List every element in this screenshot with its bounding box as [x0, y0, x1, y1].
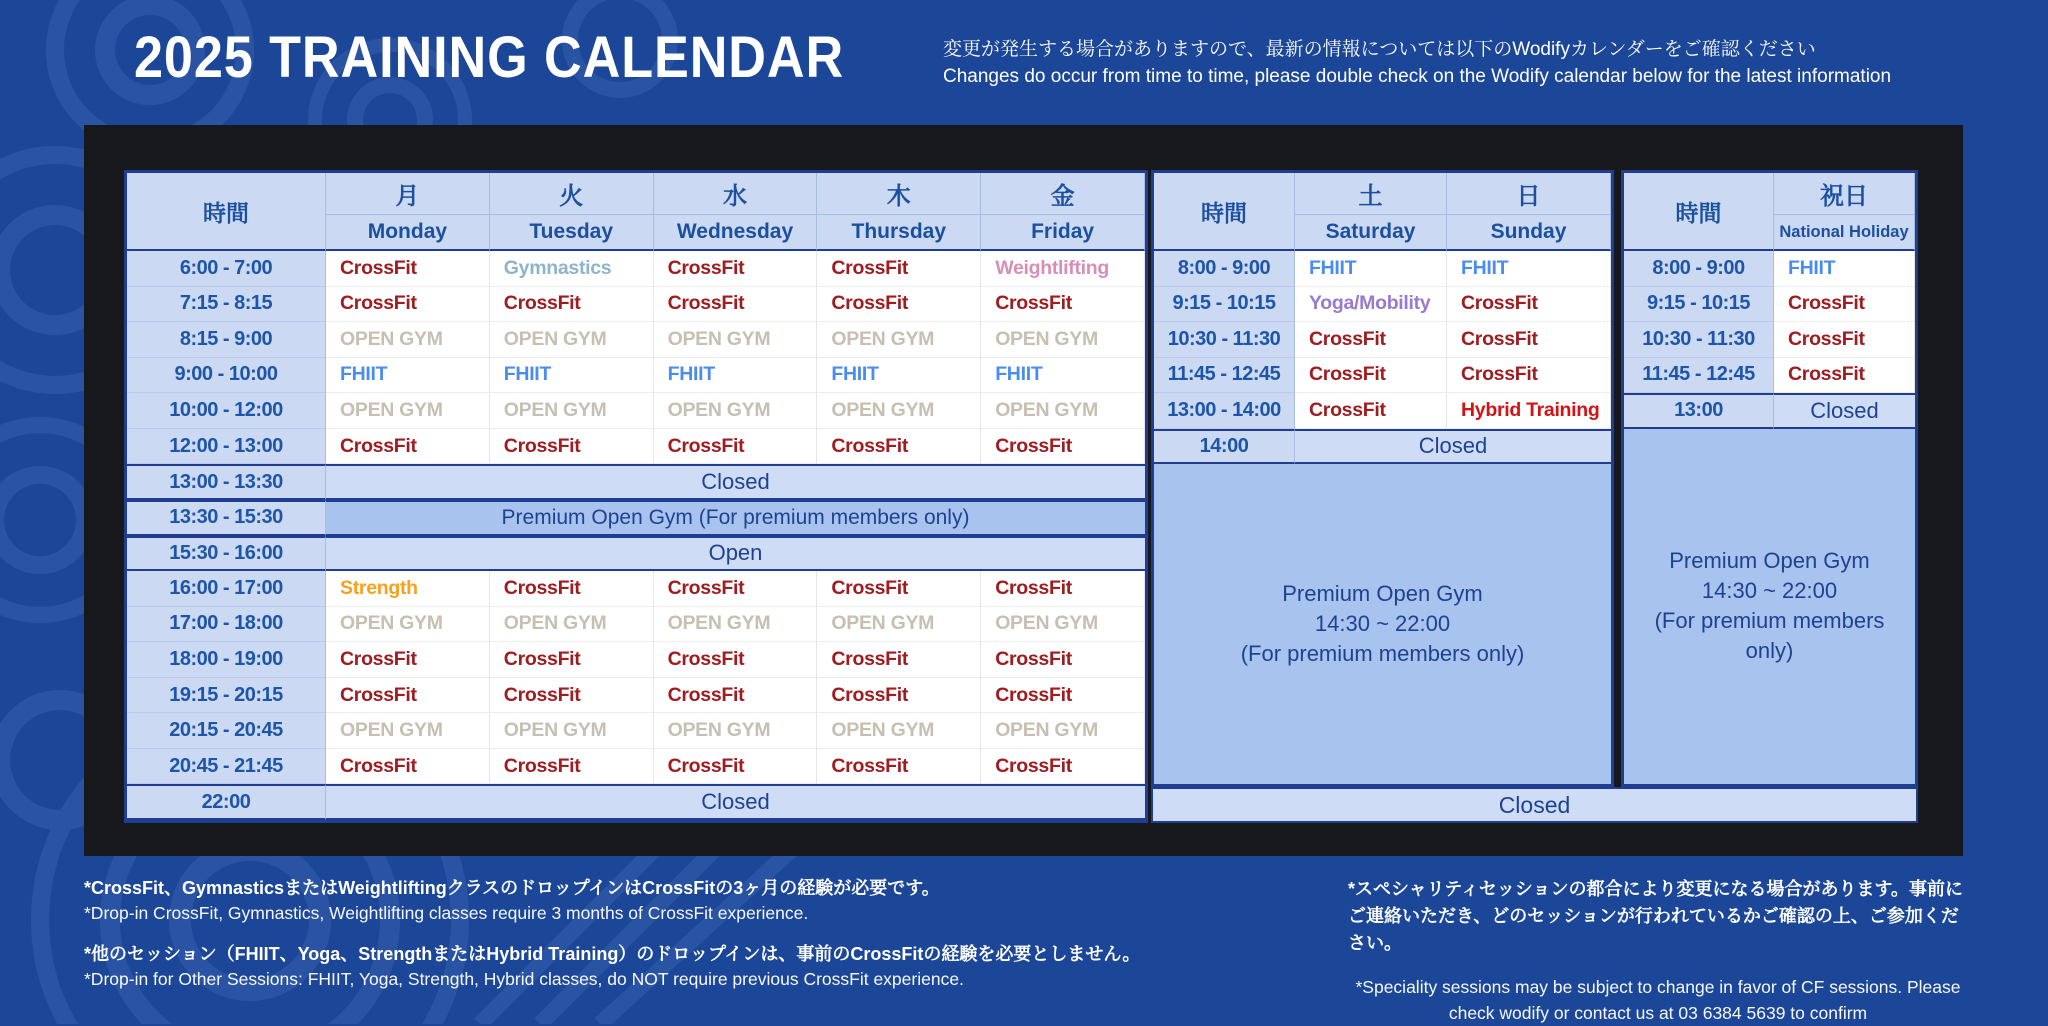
class-cell: OPEN GYM: [981, 713, 1145, 749]
class-cell: OPEN GYM: [490, 607, 654, 643]
class-cell: CrossFit: [326, 287, 490, 323]
class-cell: OPEN GYM: [490, 393, 654, 429]
class-cell: OPEN GYM: [654, 393, 818, 429]
notice-text-en: Changes do occur from time to time, please double check on the Wodify calendar below for the latest information: [943, 66, 1892, 87]
closed-row: Closed: [1295, 429, 1611, 465]
day-header-kanji: 金: [981, 173, 1145, 215]
premium-row: Premium Open Gym (For premium members only): [326, 500, 1145, 536]
class-cell: Gymnastics: [490, 251, 654, 287]
class-cell: CrossFit: [817, 749, 981, 785]
footnote-other-sessions-en: *Drop-in for Other Sessions: FHIIT, Yoga, Strength, Hybrid classes, do NOT require previous CrossFit experience.: [84, 969, 964, 989]
day-header-kanji: 月: [326, 173, 490, 215]
holiday-schedule-table: [1621, 170, 1918, 787]
class-cell: CrossFit: [490, 429, 654, 465]
class-cell: CrossFit: [981, 287, 1145, 323]
time-cell: 13:00: [1624, 393, 1774, 429]
day-header-kanji: 土: [1295, 173, 1447, 215]
premium-block-line: (For premium members: [1654, 608, 1885, 634]
premium-block-line: Premium Open Gym: [1282, 581, 1483, 607]
day-header-label: Friday: [981, 215, 1145, 251]
footnote-dropin-jp: *CrossFit、GymnasticsまたはWeightliftingクラスのドロップインはCrossFitの3ヶ月の経験が必要です。: [84, 878, 940, 898]
class-cell: Yoga/Mobility: [1295, 287, 1447, 323]
premium-open-gym-block: [1624, 429, 1915, 784]
day-header-label: Saturday: [1295, 215, 1447, 251]
time-cell: 7:15 - 8:15: [127, 287, 326, 323]
day-header-kanji: 水: [654, 173, 818, 215]
class-cell: CrossFit: [1447, 287, 1611, 323]
weekend-schedule-table: [1151, 170, 1614, 787]
class-cell: CrossFit: [654, 251, 818, 287]
time-cell: 22:00: [127, 784, 326, 820]
day-header-label: Tuesday: [490, 215, 654, 251]
time-cell: 11:45 - 12:45: [1624, 358, 1774, 394]
class-cell: OPEN GYM: [654, 713, 818, 749]
time-cell: 17:00 - 18:00: [127, 607, 326, 643]
class-cell: OPEN GYM: [817, 393, 981, 429]
notice-text-jp: 変更が発生する場合がありますので、最新の情報については以下のWodifyカレンダーをご確認ください: [943, 39, 1816, 60]
class-cell: OPEN GYM: [326, 322, 490, 358]
time-cell: 8:00 - 9:00: [1624, 251, 1774, 287]
time-cell: 18:00 - 19:00: [127, 642, 326, 678]
class-cell: CrossFit: [490, 571, 654, 607]
footnote-speciality-en: *Speciality sessions may be subject to change in favor of CF sessions. Please check wodify or contact us at 03 6384 5639 to confirm: [1355, 977, 1961, 1023]
day-header-label: Monday: [326, 215, 490, 251]
time-cell: 10:30 - 11:30: [1154, 322, 1295, 358]
class-cell: CrossFit: [1774, 358, 1915, 394]
time-cell: 20:45 - 21:45: [127, 749, 326, 785]
footnote-speciality-jp: *スペシャリティセッションの都合により変更になる場合があります。事前にご連絡いただき、どのセッションが行われているかご確認の上、ご参加ください。: [1348, 879, 1964, 953]
time-cell: 9:00 - 10:00: [127, 358, 326, 394]
class-cell: CrossFit: [817, 287, 981, 323]
class-cell: CrossFit: [1774, 287, 1915, 323]
class-cell: FHIIT: [654, 358, 818, 394]
time-cell: 8:00 - 9:00: [1154, 251, 1295, 287]
weekday-schedule-table: [124, 170, 1148, 823]
class-cell: FHIIT: [1447, 251, 1611, 287]
class-cell: CrossFit: [654, 678, 818, 714]
class-cell: CrossFit: [817, 251, 981, 287]
class-cell: CrossFit: [654, 287, 818, 323]
footnote-other-sessions-jp: *他のセッション（FHIIT、Yoga、StrengthまたはHybrid Training）のドロップインは、事前のCrossFitの経験を必要としません。: [84, 944, 1141, 964]
class-cell: CrossFit: [490, 642, 654, 678]
class-cell: CrossFit: [981, 642, 1145, 678]
day-header-kanji: 木: [817, 173, 981, 215]
premium-block-line: 14:30 ~ 22:00: [1314, 611, 1451, 637]
class-cell: OPEN GYM: [326, 393, 490, 429]
day-header-label: National Holiday: [1774, 215, 1915, 251]
class-cell: FHIIT: [817, 358, 981, 394]
day-header-label: Thursday: [817, 215, 981, 251]
class-cell: CrossFit: [326, 749, 490, 785]
class-cell: OPEN GYM: [981, 607, 1145, 643]
class-cell: CrossFit: [981, 678, 1145, 714]
header-notice: [943, 36, 1891, 90]
class-cell: CrossFit: [817, 429, 981, 465]
time-cell: 15:30 - 16:00: [127, 536, 326, 572]
time-cell: 9:15 - 10:15: [1624, 287, 1774, 323]
class-cell: CrossFit: [654, 642, 818, 678]
class-cell: OPEN GYM: [490, 713, 654, 749]
time-column-header: 時間: [1624, 173, 1774, 251]
day-header-kanji: 祝日: [1774, 173, 1915, 215]
time-cell: 10:30 - 11:30: [1624, 322, 1774, 358]
class-cell: CrossFit: [1447, 358, 1611, 394]
class-cell: Strength: [326, 571, 490, 607]
weekend-holiday-closed-row: [1151, 787, 1918, 823]
class-cell: CrossFit: [1447, 322, 1611, 358]
time-cell: 14:00: [1154, 429, 1295, 465]
page-title: 2025 TRAINING CALENDAR: [134, 25, 845, 90]
class-cell: FHIIT: [490, 358, 654, 394]
schedule-panel: [84, 125, 1963, 856]
time-cell: 20:15 - 20:45: [127, 713, 326, 749]
class-cell: CrossFit: [817, 642, 981, 678]
time-cell: 10:00 - 12:00: [127, 393, 326, 429]
class-cell: CrossFit: [817, 678, 981, 714]
class-cell: OPEN GYM: [981, 322, 1145, 358]
day-header-label: Sunday: [1447, 215, 1611, 251]
class-cell: CrossFit: [326, 251, 490, 287]
class-cell: OPEN GYM: [490, 322, 654, 358]
class-cell: OPEN GYM: [817, 322, 981, 358]
class-cell: CrossFit: [490, 287, 654, 323]
class-cell: CrossFit: [981, 571, 1145, 607]
class-cell: OPEN GYM: [326, 607, 490, 643]
footnotes-left: [84, 876, 1140, 992]
day-header-label: Wednesday: [654, 215, 818, 251]
class-cell: CrossFit: [981, 429, 1145, 465]
closed-row: Open: [326, 536, 1145, 572]
time-cell: 6:00 - 7:00: [127, 251, 326, 287]
class-cell: FHIIT: [1774, 251, 1915, 287]
class-cell: CrossFit: [1295, 358, 1447, 394]
class-cell: CrossFit: [817, 571, 981, 607]
class-cell: CrossFit: [326, 678, 490, 714]
class-cell: CrossFit: [326, 642, 490, 678]
closed-row: Closed: [326, 784, 1145, 820]
class-cell: CrossFit: [654, 429, 818, 465]
class-cell: CrossFit: [1295, 393, 1447, 429]
class-cell: FHIIT: [1295, 251, 1447, 287]
premium-block-line: (For premium members only): [1240, 641, 1525, 667]
class-cell: OPEN GYM: [981, 393, 1145, 429]
time-cell: 8:15 - 9:00: [127, 322, 326, 358]
footnotes-right: [1348, 876, 1968, 1026]
class-cell: Hybrid Training: [1447, 393, 1611, 429]
class-cell: OPEN GYM: [326, 713, 490, 749]
time-cell: 16:00 - 17:00: [127, 571, 326, 607]
class-cell: CrossFit: [981, 749, 1145, 785]
time-cell: 9:15 - 10:15: [1154, 287, 1295, 323]
class-cell: CrossFit: [654, 571, 818, 607]
time-cell: 19:15 - 20:15: [127, 678, 326, 714]
class-cell: CrossFit: [490, 749, 654, 785]
class-cell: CrossFit: [326, 429, 490, 465]
time-cell: 13:00 - 13:30: [127, 464, 326, 500]
footnote-dropin-en: *Drop-in CrossFit, Gymnastics, Weightlifting classes require 3 months of CrossFit experience.: [84, 903, 809, 923]
premium-block-line: Premium Open Gym: [1669, 548, 1870, 574]
class-cell: CrossFit: [1774, 322, 1915, 358]
class-cell: CrossFit: [490, 678, 654, 714]
time-cell: 11:45 - 12:45: [1154, 358, 1295, 394]
class-cell: OPEN GYM: [654, 322, 818, 358]
time-cell: 13:00 - 14:00: [1154, 393, 1295, 429]
premium-block-line: only): [1745, 638, 1794, 664]
class-cell: OPEN GYM: [654, 607, 818, 643]
time-column-header: 時間: [1154, 173, 1295, 251]
class-cell: CrossFit: [654, 749, 818, 785]
class-cell: FHIIT: [981, 358, 1145, 394]
day-header-kanji: 火: [490, 173, 654, 215]
time-cell: 12:00 - 13:00: [127, 429, 326, 465]
time-cell: 13:30 - 15:30: [127, 500, 326, 536]
premium-block-line: 14:30 ~ 22:00: [1701, 578, 1838, 604]
closed-row: Closed: [1774, 393, 1915, 429]
day-header-kanji: 日: [1447, 173, 1611, 215]
class-cell: FHIIT: [326, 358, 490, 394]
class-cell: OPEN GYM: [817, 607, 981, 643]
closed-row: Closed: [326, 464, 1145, 500]
class-cell: CrossFit: [1295, 322, 1447, 358]
premium-open-gym-block: [1154, 464, 1611, 784]
closed-label: Closed: [1498, 791, 1571, 818]
time-column-header: 時間: [127, 173, 326, 251]
class-cell: Weightlifting: [981, 251, 1145, 287]
class-cell: OPEN GYM: [817, 713, 981, 749]
